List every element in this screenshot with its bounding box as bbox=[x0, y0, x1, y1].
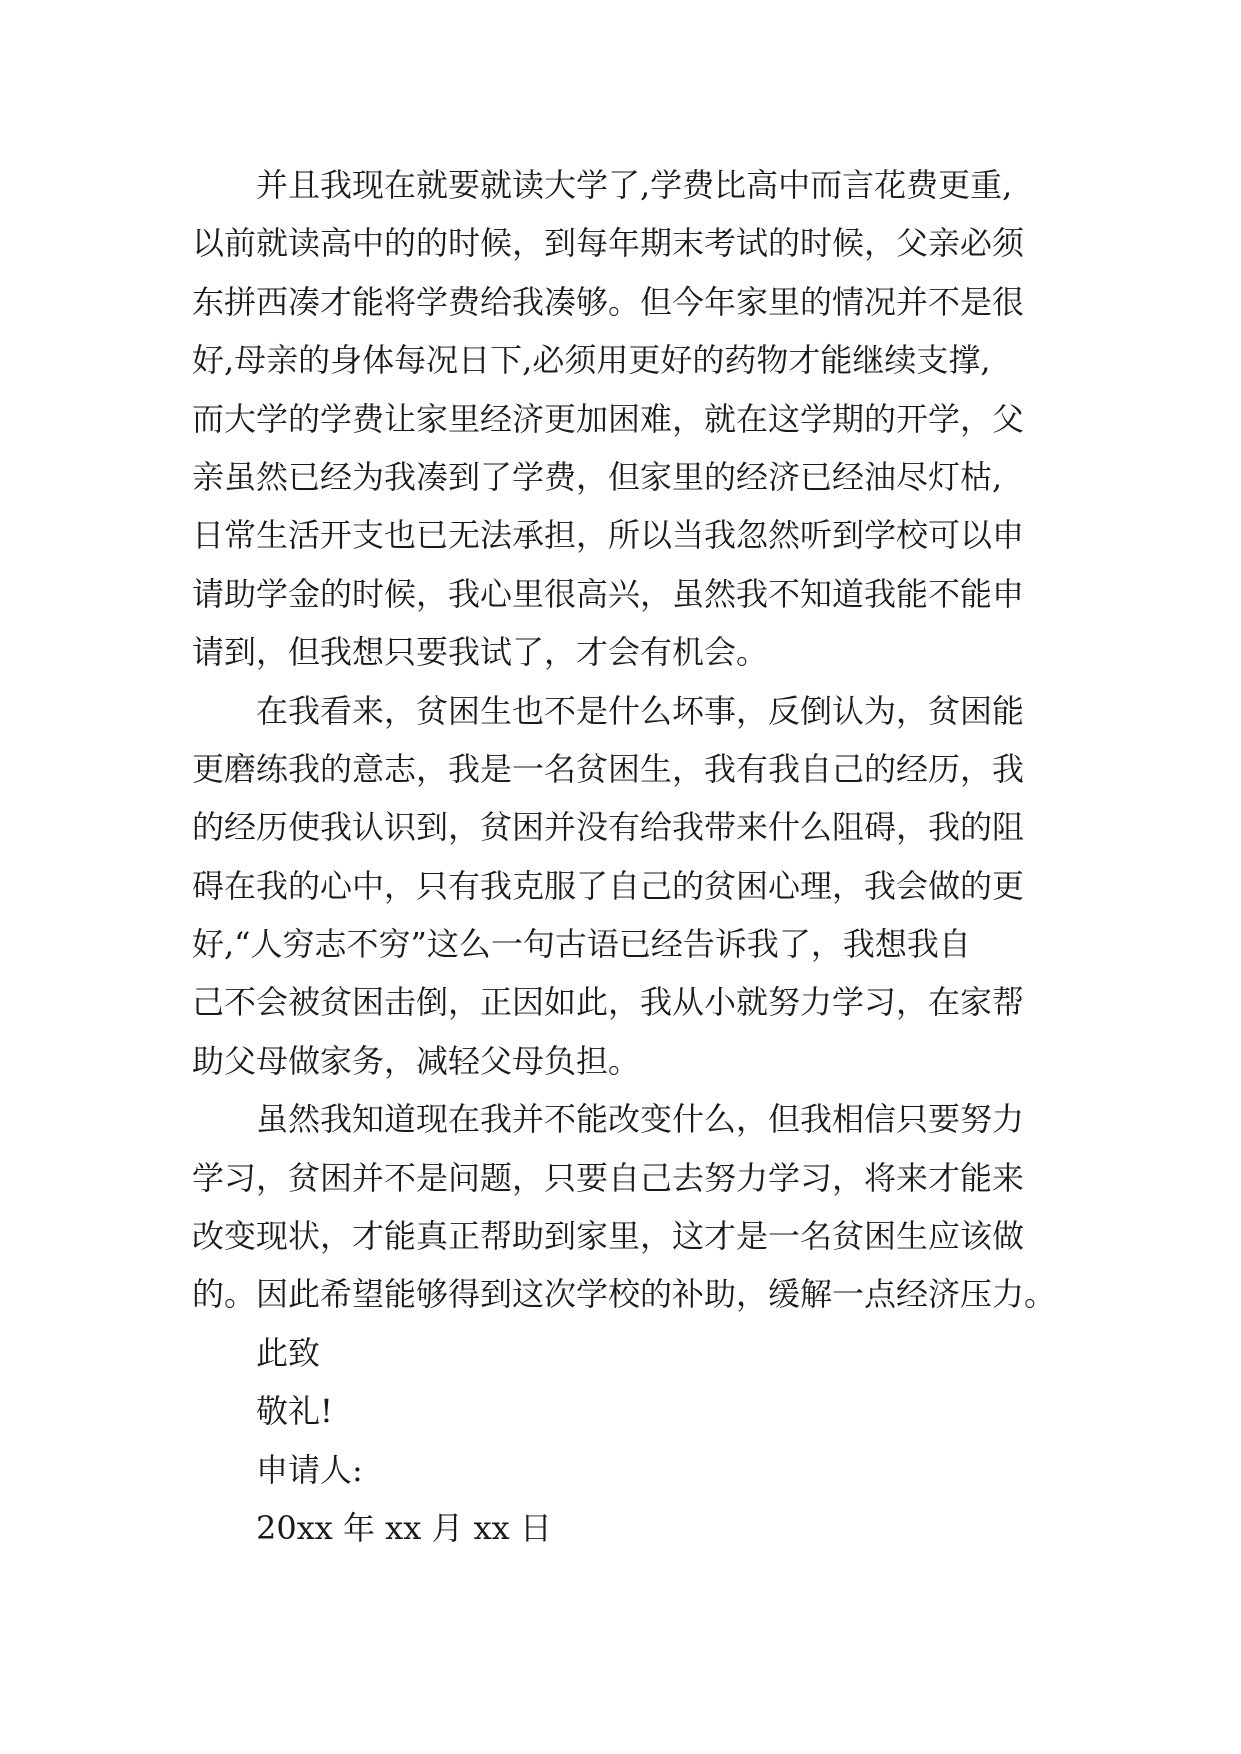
text-line: 己不会被贫困击倒，正因如此，我从小就努力学习，在家帮 bbox=[192, 983, 1025, 1022]
text-line: 并且我现在就要就读大学了,学费比高中而言花费更重, bbox=[256, 166, 1013, 204]
closing-line: 此致 bbox=[256, 1333, 321, 1372]
text-line: 好,“人穷志不穷”这么一句古语已经告诉我了，我想我自 bbox=[192, 925, 971, 964]
paragraph-1 bbox=[192, 156, 1062, 682]
text-line: 的。因此希望能够得到这次学校的补助，缓解一点经济压力。 bbox=[192, 1275, 1057, 1314]
text-line: 学习，贫困并不是问题，只要自己去努力学习，将来才能来 bbox=[192, 1158, 1025, 1197]
date-line: 20xx 年 xx 月 xx 日 bbox=[256, 1508, 552, 1547]
paragraph-2 bbox=[192, 682, 1062, 1091]
letter-body bbox=[192, 156, 1062, 1557]
text-line: 请助学金的时候，我心里很高兴，虽然我不知道我能不能申 bbox=[192, 574, 1025, 613]
text-line: 以前就读高中的的时候，到每年期末考试的时候，父亲必须 bbox=[192, 224, 1025, 263]
text-line: 日常生活开支也已无法承担，所以当我忽然听到学校可以申 bbox=[192, 516, 1025, 555]
text-line: 而大学的学费让家里经济更加困难，就在这学期的开学，父 bbox=[192, 399, 1025, 438]
text-line: 助父母做家务，减轻父母负担。 bbox=[192, 1041, 641, 1080]
text-line: 更磨练我的意志，我是一名贫困生，我有我自己的经历，我 bbox=[192, 749, 1025, 788]
text-line: 好,母亲的身体每况日下,必须用更好的药物才能继续支撑, bbox=[192, 341, 991, 380]
text-line: 东拼西凑才能将学费给我凑够。但今年家里的情况并不是很 bbox=[192, 282, 1025, 321]
text-line: 在我看来，贫困生也不是什么坏事，反倒认为，贫困能 bbox=[256, 691, 1025, 730]
text-line: 亲虽然已经为我凑到了学费，但家里的经济已经油尽灯枯, bbox=[192, 457, 1003, 496]
salutation-line: 敬礼! bbox=[256, 1392, 333, 1431]
text-line: 的经历使我认识到，贫困并没有给我带来什么阻碍，我的阻 bbox=[192, 808, 1025, 847]
paragraph-3 bbox=[192, 1090, 1062, 1324]
text-line: 请到，但我想只要我试了，才会有机会。 bbox=[192, 633, 769, 672]
applicant-line: 申请人: bbox=[256, 1450, 363, 1489]
text-line: 虽然我知道现在我并不能改变什么，但我相信只要努力 bbox=[256, 1100, 1025, 1139]
text-line: 改变现状，才能真正帮助到家里，这才是一名贫困生应该做 bbox=[192, 1217, 1025, 1256]
text-line: 碍在我的心中，只有我克服了自己的贫困心理，我会做的更 bbox=[192, 866, 1025, 905]
